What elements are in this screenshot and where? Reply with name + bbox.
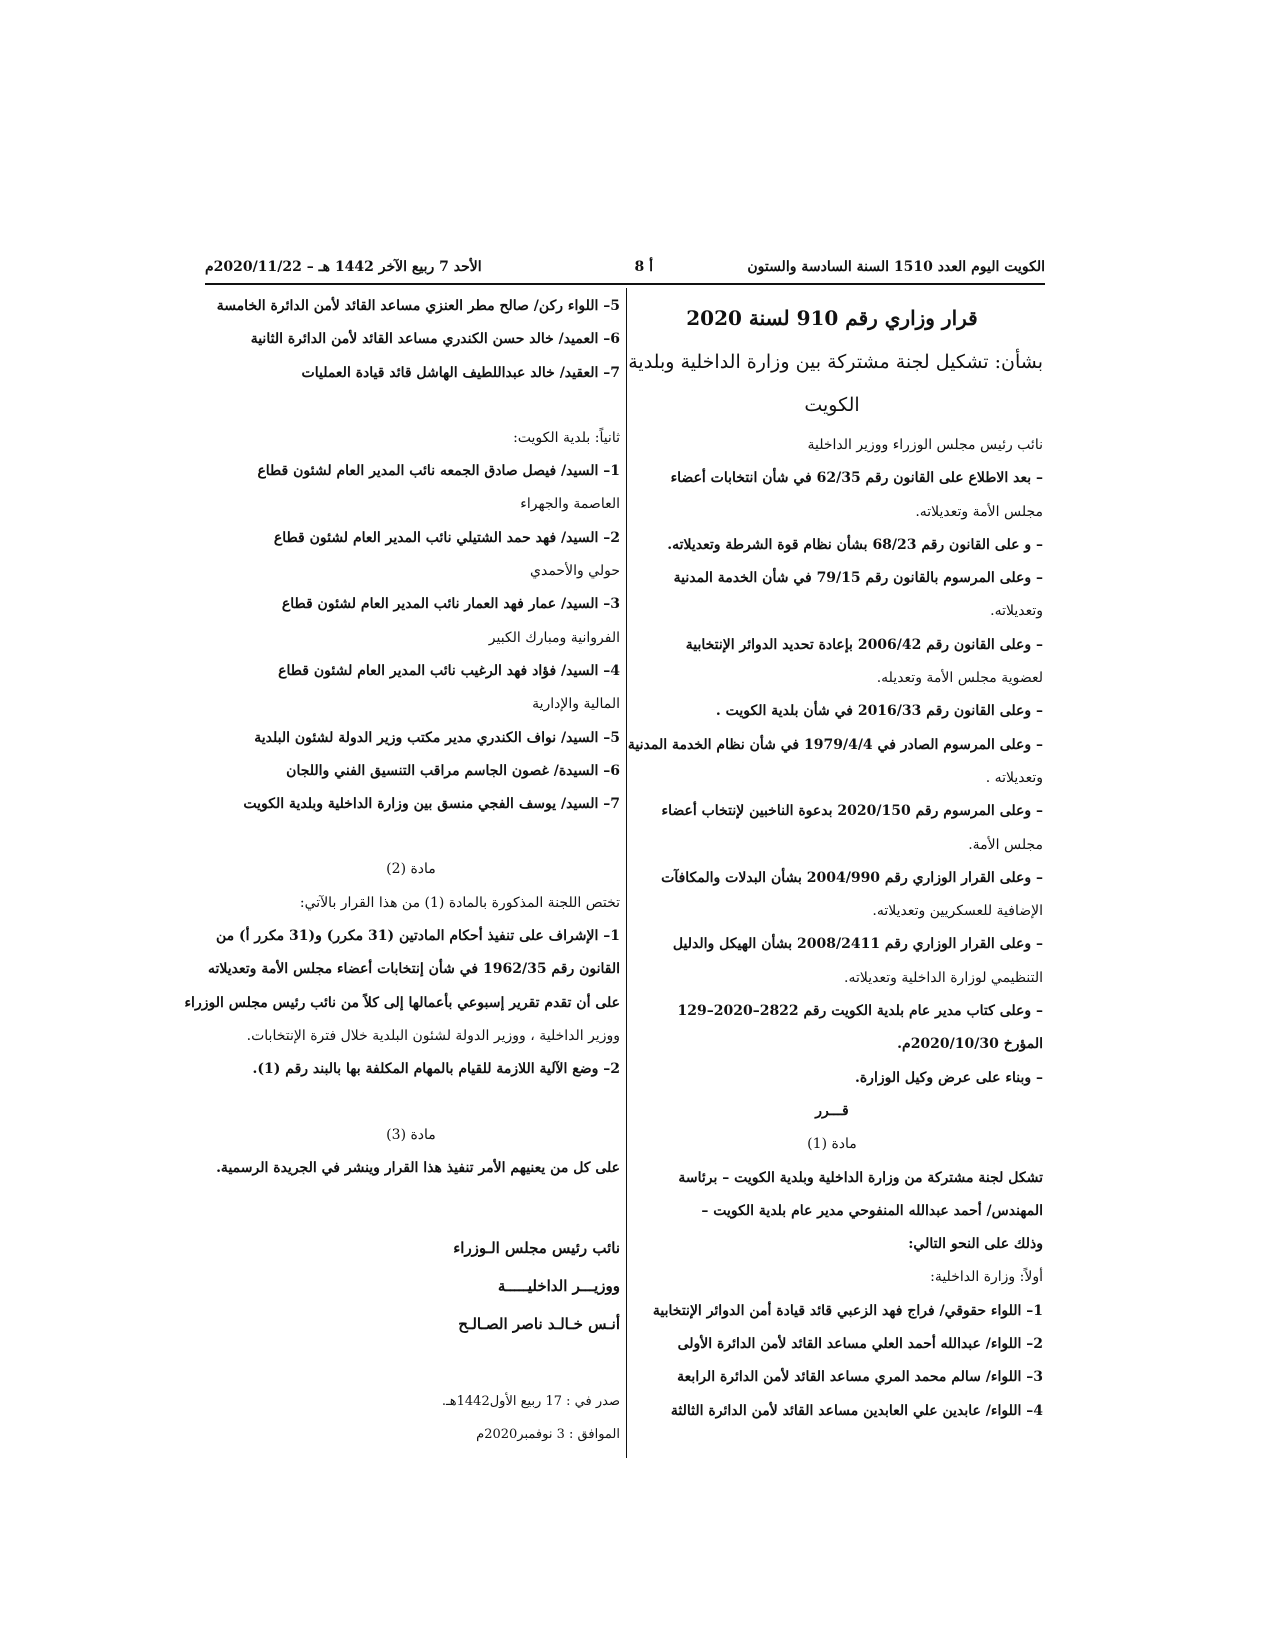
preamble-line: المؤرخ 2020/10/30م. [897,1036,1043,1053]
preamble-line: نائب رئيس مجلس الوزراء ووزير الداخلية [807,437,1043,453]
preamble-line: مجلس الأمة. [968,836,1043,853]
member-item: 3– السيد/ عمار فهد العمار نائب المدير العام لشئون قطاع [281,596,620,613]
member-item: 5– اللواء ركن/ صالح مطر العنزي مساعد القائد لأمن الدائرة الخامسة [216,298,620,314]
decided-heading: قـــرر [815,1102,849,1119]
article-1-line: أولاً: وزارة الداخلية: [930,1269,1043,1286]
member-item: 2– السيد/ فهد حمد الشتيلي نائب المدير العام لشئون قطاع [273,529,620,546]
spacer [202,1343,620,1385]
member-item: 1– اللواء حقوقي/ فراج فهد الزعبي قائد قيادة أمن الدوائر الإنتخابية [652,1302,1043,1319]
article-2-line: على أن تقدم تقرير إسبوعي بأعمالها إلى كلاً من نائب رئيس مجلس الوزراء [184,994,620,1011]
article-2-line: 1– الإشراف على تنفيذ أحكام المادتين (31 مكرر) و(31 مكرر أ) من [216,928,620,945]
spacer [202,1185,620,1229]
member-item: 4– السيد/ فؤاد فهد الرغيب نائب المدير العام لشئون قطاع [278,662,620,679]
article-1-line: وذلك على النحو التالي: [908,1236,1043,1253]
member-item: 7– العقيد/ خالد عبداللطيف الهاشل قائد قيادة العمليات [301,364,620,381]
member-item: 3– اللواء/ سالم محمد المري مساعد القائد لأمن الدائرة الرابعة [677,1369,1043,1386]
article-3-heading: مادة (3) [386,1126,436,1143]
article-1-line: تشكل لجنة مشتركة من وزارة الداخلية وبلدية الكويت – برئاسة [678,1169,1043,1186]
decree-title: قرار وزاري رقم 910 لسنة 2020 [686,306,978,330]
member-item: 6– العميد/ خالد حسن الكندري مساعد القائد لأمن الدائرة الثانية [250,331,620,348]
article-1-heading: مادة (1) [807,1136,857,1153]
member-item-cont: العاصمة والجهراء [520,496,620,513]
left-column [184,290,620,1451]
issue-date: الأحد 7 ربيع الآخر 1442 هـ – 2020/11/22م [205,259,482,275]
preamble-line: التنظيمي لوزارة الداخلية وتعديلاته. [844,969,1043,986]
preamble-line: – بعد الاطلاع على القانون رقم 62/35 في شأن انتخابات أعضاء [670,470,1043,487]
article-2-line: 2– وضع الآلية اللازمة للقيام بالمهام المكلفة بها بالبند رقم (1). [252,1061,620,1078]
signature-title: ووزيـــر الداخليـــــة [497,1277,620,1296]
preamble-line: – وعلى القانون رقم 2006/42 بإعادة تحديد الدوائر الإنتخابية [685,636,1043,653]
issue-date-gregorian: الموافق : 3 نوفمبر2020م [476,1427,620,1443]
member-item: 7– السيد/ يوسف الفجي منسق بين وزارة الداخلية وبلدية الكويت [243,796,620,813]
preamble-line: وتعديلاته . [985,769,1043,786]
header-divider [205,283,1045,285]
spacer [202,821,620,853]
member-item: 6– السيدة/ غصون الجاسم مراقب التنسيق الفني واللجان [286,762,620,779]
article-2-line: تختص اللجنة المذكورة بالمادة (1) من هذا القرار بالآتي: [299,894,620,911]
decree-subject-cont: الكويت [804,394,860,416]
preamble-line: – وعلى القرار الوزاري رقم 2004/990 بشأن البدلات والمكافآت [661,869,1043,886]
preamble-line: – وبناء على عرض وكيل الوزارة. [854,1069,1043,1086]
preamble-line: – وعلى المرسوم بالقانون رقم 79/15 في شأن الخدمة المدنية [673,570,1043,587]
preamble-line: – وعلى القرار الوزاري رقم 2008/2411 بشأن الهيكل والدليل [672,936,1043,953]
issue-info: الكويت اليوم العدد 1510 السنة السادسة والستون [747,259,1045,275]
preamble-line: مجلس الأمة وتعديلاته. [915,503,1043,520]
preamble-line: الإضافية للعسكريين وتعديلاته. [872,903,1043,920]
member-item-cont: حولي والأحمدي [530,563,620,580]
member-item: 5– السيد/ نواف الكندري مدير مكتب وزير الدولة لشئون البلدية [254,729,620,746]
article-3-text: على كل من يعنيهم الأمر تنفيذ هذا القرار وينشر في الجريدة الرسمية. [216,1159,620,1176]
member-item: 2– اللواء/ عبدالله أحمد العلي مساعد القائد لأمن الدائرة الأولى [677,1336,1043,1353]
preamble-line: – و على القانون رقم 68/23 بشأن نظام قوة الشرطة وتعديلاته. [667,536,1043,553]
page-header [205,255,1045,281]
decree-subject: بشأن: تشكيل لجنة مشتركة بين وزارة الداخلية وبلدية [628,351,1043,373]
signature-name: أنـس خـالـد ناصر الصـالـح [458,1315,620,1334]
right-column [621,290,1043,1428]
preamble-line: – وعلى المرسوم الصادر في 1979/4/4 في شأن نظام الخدمة المدنية [627,736,1043,753]
article-2-line: القانون رقم 1962/35 في شأن إنتخابات أعضاء مجلس الأمة وتعديلاته [208,961,620,978]
member-item: 4– اللواء/ عابدين علي العابدين مساعد القائد لأمن الدائرة الثالثة [670,1402,1043,1419]
article-2-line: ووزير الداخلية ، ووزير الدولة لشئون البلدية خلال فترة الإنتخابات. [246,1027,620,1044]
page-number: أ 8 [634,259,653,275]
preamble-line: – وعلى القانون رقم 2016/33 في شأن بلدية الكويت . [715,703,1043,720]
signature-title: نائب رئيس مجلس الـوزراء [453,1239,620,1258]
member-item: 1– السيد/ فيصل صادق الجمعه نائب المدير العام لشئون قطاع [257,463,620,480]
spacer [202,390,620,422]
member-item-cont: المالية والإدارية [532,696,620,713]
issue-date-hijri: صدر في : 17 ربيع الأول1442هـ. [441,1394,620,1410]
member-item-cont: الفروانية ومبارك الكبير [488,629,620,646]
article-1-line: المهندس/ أحمد عبدالله المنفوحي مدير عام بلدية الكويت – [701,1202,1043,1219]
preamble-line: وتعديلاته. [990,603,1043,620]
preamble-line: لعضوية مجلس الأمة وتعديله. [876,670,1043,687]
spacer [202,1087,620,1119]
article-2-heading: مادة (2) [386,861,436,878]
preamble-line: – وعلى كتاب مدير عام بلدية الكويت رقم 2822–2020–129 [677,1003,1043,1020]
municipality-heading: ثانياً: بلدية الكويت: [513,429,620,446]
preamble-line: – وعلى المرسوم رقم 2020/150 بدعوة الناخبين لإنتخاب أعضاء [661,803,1043,820]
